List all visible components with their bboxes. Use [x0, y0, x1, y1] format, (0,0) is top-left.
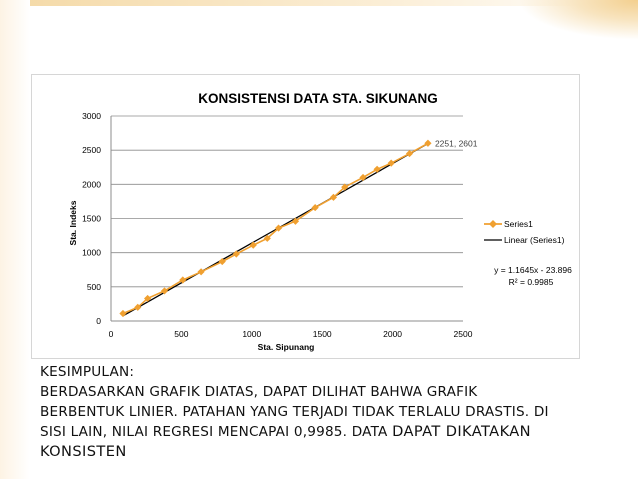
conclusion-line-4: KONSISTEN	[40, 443, 127, 460]
legend-trendline-label: Linear (Series1)	[504, 235, 565, 245]
data-point	[424, 140, 431, 147]
y-tick-label: 2500	[82, 145, 101, 156]
y-axis-label: Sta. Indeks	[68, 200, 78, 246]
x-tick-label: 1500	[312, 329, 332, 339]
x-tick-label: 2500	[453, 329, 473, 339]
trendline	[123, 144, 428, 316]
legend-series-label: Series1	[504, 219, 533, 229]
gridlines	[111, 116, 463, 287]
y-tick-labels	[82, 111, 101, 326]
data-point	[179, 276, 186, 283]
conclusion-line-3	[40, 422, 600, 442]
conclusion-line-3a: SISI LAIN, NILAI REGRESI MENCAPAI 0,9985. DATA	[40, 424, 388, 440]
data-label: 2251, 2601	[434, 138, 478, 149]
y-tick-label: 0	[96, 316, 101, 326]
r-squared-label: R² = 0.9985	[508, 277, 554, 287]
data-point	[374, 166, 381, 173]
data-point	[198, 268, 205, 275]
y-tick-label: 1000	[82, 247, 101, 258]
chart-title: KONSISTENSI DATA STA. SIKUNANG	[198, 91, 438, 106]
conclusion-heading: KESIMPULAN:	[40, 364, 135, 380]
x-tick-labels	[109, 329, 473, 339]
regression-equation: y = 1.1645x - 23.896	[494, 265, 572, 275]
y-tick-label: 500	[86, 281, 101, 292]
slide-left-decoration	[0, 0, 30, 479]
scatter-chart	[32, 75, 579, 358]
data-point	[359, 174, 366, 181]
x-tick-label: 0	[108, 329, 114, 339]
x-axis-label: Sta. Sipunang	[257, 342, 315, 352]
data-point	[250, 242, 257, 249]
legend-series-marker	[489, 220, 497, 228]
y-tick-label: 3000	[82, 111, 101, 121]
data-point	[233, 250, 240, 257]
conclusion-line-2: BERBENTUK LINIER. PATAHAN YANG TERJADI TIDAK TERLALU DRASTIS. DI	[40, 404, 549, 420]
conclusion-line-3b: DAPAT DIKATAKAN	[392, 423, 531, 440]
data-point	[119, 310, 126, 317]
legend	[484, 219, 565, 245]
y-tick-label: 2000	[82, 179, 101, 190]
x-tick-label: 1000	[242, 329, 262, 339]
conclusion-line-1: BERDASARKAN GRAFIK DIATAS, DAPAT DILIHAT BAHWA GRAFIK	[40, 384, 478, 400]
y-tick-label: 1500	[82, 213, 101, 224]
chart-container	[31, 74, 580, 359]
conclusion-text	[40, 362, 600, 462]
slide-corner-decoration	[518, 0, 638, 40]
x-tick-label: 2000	[383, 329, 403, 339]
x-tick-label: 500	[174, 329, 189, 339]
